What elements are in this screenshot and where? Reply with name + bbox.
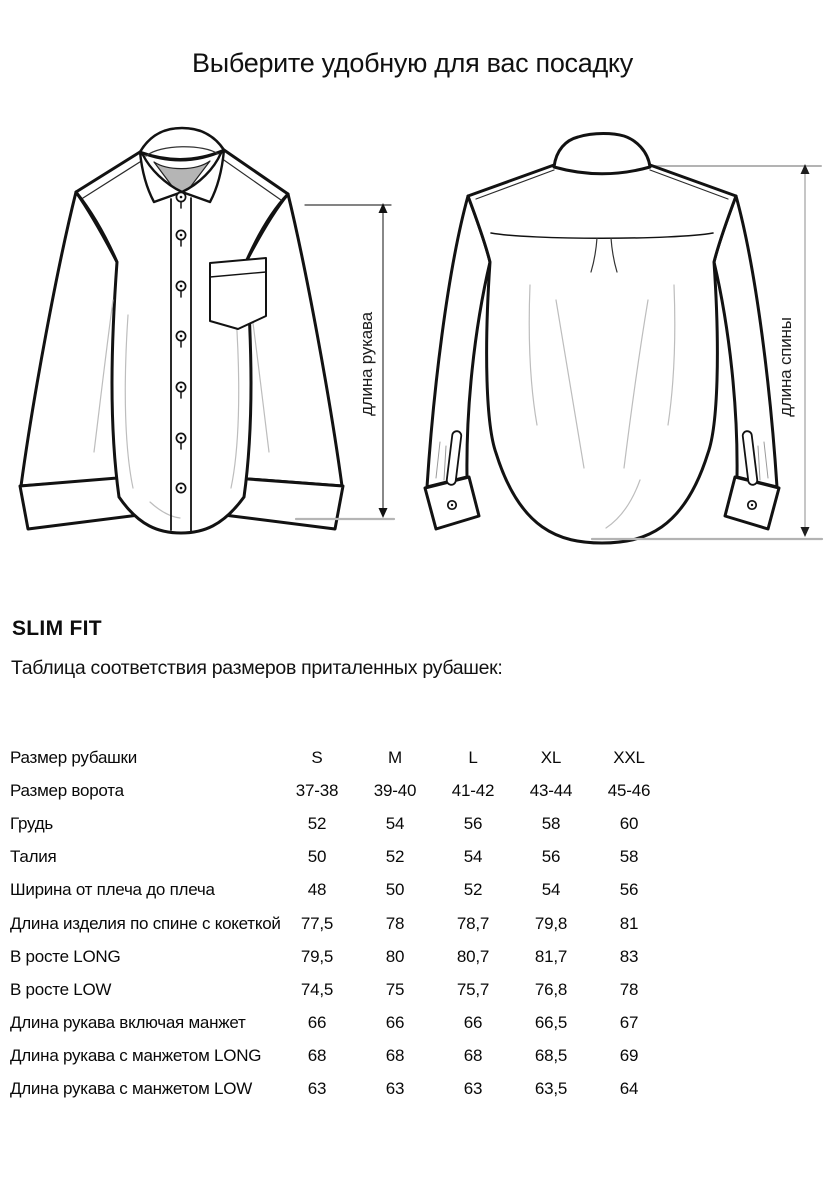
size-value-cell: 37-38 <box>295 780 339 800</box>
sleeve-length-label: длина рукава <box>357 312 376 416</box>
size-column-header: M <box>388 747 402 767</box>
size-value-cell: 66,5 <box>534 1013 568 1033</box>
shirt-front-view <box>20 128 343 533</box>
back-collar <box>554 134 650 174</box>
button <box>176 483 185 492</box>
fit-section-heading: SLIM FIT <box>12 617 102 640</box>
size-value-cell: 58 <box>619 847 639 867</box>
size-value-cell: 78,7 <box>456 913 490 933</box>
size-value-cell: 79,5 <box>300 946 334 966</box>
size-table <box>10 741 670 1106</box>
size-value-cell: 41-42 <box>451 780 495 800</box>
size-value-cell: 58 <box>541 813 561 833</box>
size-table-row <box>10 940 670 973</box>
size-value-cell: 66 <box>463 1013 483 1033</box>
size-value-cell: 63 <box>385 1079 405 1099</box>
measurement-row-label: Длина рукава с манжетом LONG <box>10 1046 262 1066</box>
size-table-header-label: Размер рубашки <box>10 747 137 767</box>
size-value-cell: 68 <box>385 1046 405 1066</box>
size-value-cell: 77,5 <box>300 913 334 933</box>
size-value-cell: 50 <box>307 847 327 867</box>
size-value-cell: 75 <box>385 979 405 999</box>
size-table-row <box>10 807 670 840</box>
size-value-cell: 56 <box>619 880 639 900</box>
size-value-cell: 81,7 <box>534 946 568 966</box>
size-value-cell: 52 <box>385 847 405 867</box>
measurement-row-label: Грудь <box>10 813 53 833</box>
size-table-row <box>10 774 670 807</box>
size-value-cell: 68,5 <box>534 1046 568 1066</box>
size-table-row <box>10 874 670 907</box>
size-table-row <box>10 1007 670 1040</box>
size-column-header: XL <box>540 747 562 767</box>
measurement-row-label: Размер ворота <box>10 780 124 800</box>
back-length-label: длина спины <box>776 317 795 417</box>
size-column-header: S <box>311 747 323 767</box>
size-value-cell: 75,7 <box>456 979 490 999</box>
size-table-row <box>10 973 670 1006</box>
size-table-row <box>10 1073 670 1106</box>
size-value-cell: 39-40 <box>373 780 417 800</box>
size-value-cell: 66 <box>307 1013 327 1033</box>
back-body <box>468 165 736 543</box>
fit-section-subtitle: Таблица соответствия размеров приталенных рубашек: <box>11 657 503 679</box>
size-value-cell: 63,5 <box>534 1079 568 1099</box>
size-value-cell: 78 <box>385 913 405 933</box>
size-column-header: XXL <box>613 747 645 767</box>
size-value-cell: 66 <box>385 1013 405 1033</box>
size-value-cell: 52 <box>307 813 327 833</box>
size-table-row <box>10 907 670 940</box>
size-value-cell: 76,8 <box>534 979 568 999</box>
measurement-row-label: В росте LOW <box>10 979 112 999</box>
size-value-cell: 54 <box>541 880 561 900</box>
size-column-header: L <box>468 747 478 767</box>
size-value-cell: 56 <box>463 813 483 833</box>
size-value-cell: 68 <box>463 1046 483 1066</box>
measurement-row-label: Длина рукава с манжетом LOW <box>10 1079 252 1099</box>
size-value-cell: 74,5 <box>300 979 334 999</box>
chest-pocket <box>210 258 266 329</box>
size-value-cell: 50 <box>385 880 405 900</box>
measurement-row-label: Длина изделия по спине с кокеткой <box>10 913 281 933</box>
shirt-back-view <box>425 134 821 544</box>
size-value-cell: 52 <box>463 880 483 900</box>
measurement-row-label: Ширина от плеча до плеча <box>10 880 215 900</box>
size-value-cell: 43-44 <box>529 780 573 800</box>
size-value-cell: 79,8 <box>534 913 568 933</box>
size-value-cell: 67 <box>619 1013 639 1033</box>
size-value-cell: 54 <box>385 813 405 833</box>
size-value-cell: 69 <box>619 1046 639 1066</box>
arrow-down-icon <box>379 508 388 518</box>
arrow-down-icon <box>801 527 810 537</box>
size-value-cell: 64 <box>619 1079 639 1099</box>
size-value-cell: 63 <box>463 1079 483 1099</box>
page-title: Выберите удобную для вас посадку <box>192 48 633 78</box>
size-value-cell: 56 <box>541 847 561 867</box>
size-table-row <box>10 1040 670 1073</box>
size-table-row <box>10 841 670 874</box>
size-table-header-row <box>10 741 670 774</box>
size-value-cell: 78 <box>619 979 639 999</box>
measurement-row-label: Талия <box>10 847 57 867</box>
size-value-cell: 80 <box>385 946 405 966</box>
measurement-row-label: В росте LONG <box>10 946 121 966</box>
size-value-cell: 63 <box>307 1079 327 1099</box>
size-value-cell: 45-46 <box>607 780 651 800</box>
size-value-cell: 81 <box>619 913 639 933</box>
collar-band <box>140 128 224 159</box>
size-value-cell: 80,7 <box>456 946 490 966</box>
size-value-cell: 68 <box>307 1046 327 1066</box>
size-value-cell: 83 <box>619 946 639 966</box>
measurement-row-label: Длина рукава включая манжет <box>10 1013 246 1033</box>
size-value-cell: 60 <box>619 813 639 833</box>
size-value-cell: 54 <box>463 847 483 867</box>
size-value-cell: 48 <box>307 880 327 900</box>
